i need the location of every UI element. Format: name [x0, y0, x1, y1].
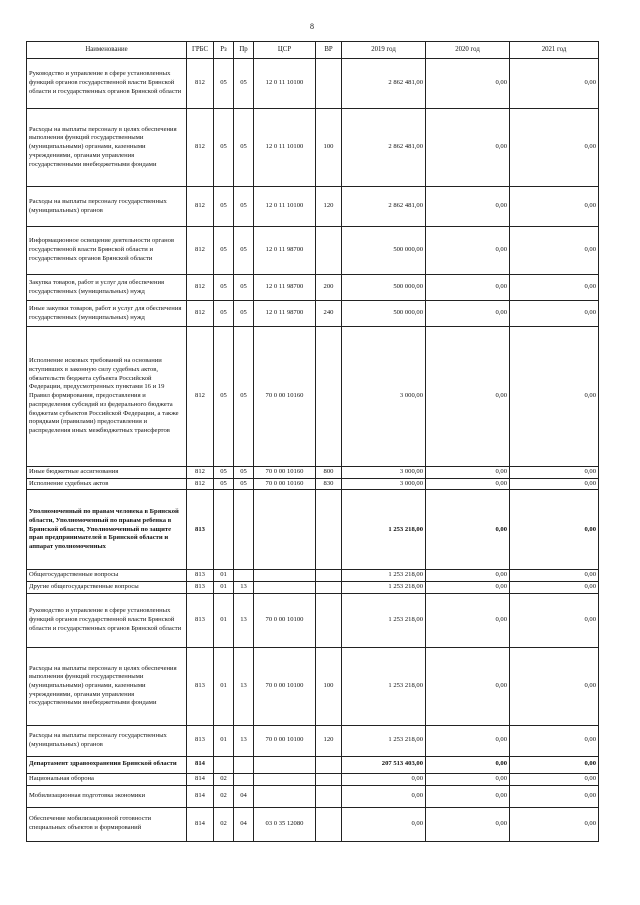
row-csr: 12 0 11 98700	[254, 227, 316, 275]
row-csr: 12 0 11 98700	[254, 275, 316, 301]
row-2019: 1 253 218,00	[342, 490, 426, 570]
row-2019: 500 000,00	[342, 275, 426, 301]
row-csr	[254, 490, 316, 570]
row-csr: 03 0 35 12080	[254, 807, 316, 841]
table-row	[27, 570, 599, 582]
row-2020: 0,00	[426, 301, 510, 327]
row-grbs: 812	[187, 478, 214, 490]
row-name: Исполнение судебных актов	[27, 478, 187, 490]
row-grbs: 812	[187, 327, 214, 467]
row-vr	[316, 490, 342, 570]
row-2021: 0,00	[510, 582, 599, 594]
table-row	[27, 756, 599, 773]
row-vr	[316, 227, 342, 275]
row-pr	[234, 570, 254, 582]
row-csr: 70 0 00 10160	[254, 478, 316, 490]
row-pr: 04	[234, 807, 254, 841]
row-2020: 0,00	[426, 227, 510, 275]
table-row	[27, 327, 599, 467]
row-name: Расходы на выплаты персоналу в целях обеспечения выполнения функций государственными (муниципальными) органами, казенными учреждениями, органами управления государственными внебюджетными фондами	[27, 647, 187, 725]
row-2020: 0,00	[426, 756, 510, 773]
row-pr: 05	[234, 478, 254, 490]
row-name: Национальная оборона	[27, 773, 187, 785]
header-2021: 2021 год	[510, 42, 599, 59]
row-vr	[316, 59, 342, 109]
header-grbs: ГРБС	[187, 42, 214, 59]
row-rz: 05	[214, 467, 234, 479]
row-name: Руководство и управление в сфере установленных функций органов государственной власти Брянской области и государственных органов Брянской области	[27, 593, 187, 647]
row-csr	[254, 582, 316, 594]
row-2020: 0,00	[426, 490, 510, 570]
row-2019: 207 513 403,00	[342, 756, 426, 773]
row-2021: 0,00	[510, 301, 599, 327]
row-grbs: 814	[187, 756, 214, 773]
row-name: Исполнение исковых требований на основании вступивших в законную силу судебных актов, обязательств бюджета субъекта Российской Федерации, предусмотренных пунктами 16 и 19 Правил формирования, предоставления и распределения субсидий из федерального бюджета бюджетам субъектов Российской Федерации, а также порядками (правилами) предоставления и распределения иных межбюджетных трансфертов	[27, 327, 187, 467]
table-row	[27, 647, 599, 725]
row-2021: 0,00	[510, 187, 599, 227]
row-2021: 0,00	[510, 773, 599, 785]
row-name: Иные закупки товаров, работ и услуг для обеспечения государственных (муниципальных) нужд	[27, 301, 187, 327]
row-2020: 0,00	[426, 785, 510, 807]
row-rz: 05	[214, 227, 234, 275]
table-header-row	[27, 42, 599, 59]
row-pr: 13	[234, 725, 254, 756]
row-grbs: 814	[187, 785, 214, 807]
table-row	[27, 227, 599, 275]
row-pr: 13	[234, 593, 254, 647]
row-vr: 120	[316, 187, 342, 227]
row-vr: 100	[316, 109, 342, 187]
row-grbs: 814	[187, 773, 214, 785]
row-csr: 70 0 00 10100	[254, 725, 316, 756]
header-2020: 2020 год	[426, 42, 510, 59]
row-2019: 3 000,00	[342, 467, 426, 479]
row-vr	[316, 807, 342, 841]
row-csr: 12 0 11 98700	[254, 301, 316, 327]
row-name: Департамент здравоохранения Брянской области	[27, 756, 187, 773]
row-rz: 05	[214, 275, 234, 301]
row-2019: 1 253 218,00	[342, 647, 426, 725]
row-name: Уполномоченный по правам человека в Брянской области, Уполномоченный по правам ребенка в Брянской области, Уполномоченный по защите прав предпринимателей в Брянской области и аппарат уполномоченных	[27, 490, 187, 570]
row-csr	[254, 756, 316, 773]
row-pr: 13	[234, 647, 254, 725]
header-vr: ВР	[316, 42, 342, 59]
row-pr: 05	[234, 301, 254, 327]
row-2020: 0,00	[426, 187, 510, 227]
row-2019: 3 000,00	[342, 327, 426, 467]
row-grbs: 813	[187, 490, 214, 570]
row-2021: 0,00	[510, 725, 599, 756]
row-2019: 1 253 218,00	[342, 725, 426, 756]
row-2021: 0,00	[510, 227, 599, 275]
row-pr: 05	[234, 109, 254, 187]
row-rz: 05	[214, 327, 234, 467]
table-row	[27, 275, 599, 301]
row-grbs: 813	[187, 647, 214, 725]
row-vr: 100	[316, 647, 342, 725]
row-name: Информационное освещение деятельности органов государственной власти Брянской области и государственных органов Брянской области	[27, 227, 187, 275]
row-rz: 05	[214, 187, 234, 227]
row-rz: 01	[214, 582, 234, 594]
row-rz: 05	[214, 478, 234, 490]
table-row	[27, 490, 599, 570]
table-row	[27, 582, 599, 594]
row-rz: 05	[214, 59, 234, 109]
row-2019: 2 862 481,00	[342, 59, 426, 109]
row-2019: 0,00	[342, 807, 426, 841]
row-2019: 1 253 218,00	[342, 582, 426, 594]
row-name: Иные бюджетные ассигнования	[27, 467, 187, 479]
row-2019: 500 000,00	[342, 301, 426, 327]
row-vr	[316, 785, 342, 807]
row-pr: 05	[234, 227, 254, 275]
row-csr: 70 0 00 10160	[254, 467, 316, 479]
row-2021: 0,00	[510, 647, 599, 725]
row-2021: 0,00	[510, 807, 599, 841]
row-2019: 0,00	[342, 773, 426, 785]
row-2021: 0,00	[510, 478, 599, 490]
row-2019: 2 862 481,00	[342, 109, 426, 187]
row-2021: 0,00	[510, 275, 599, 301]
row-name: Расходы на выплаты персоналу в целях обеспечения выполнения функций государственными (муниципальными) органами, казенными учреждениями, органами управления государственными внебюджетными фондами	[27, 109, 187, 187]
row-name: Закупка товаров, работ и услуг для обеспечения государственных (муниципальных) нужд	[27, 275, 187, 301]
row-csr: 12 0 11 10100	[254, 59, 316, 109]
row-2021: 0,00	[510, 59, 599, 109]
row-2020: 0,00	[426, 327, 510, 467]
row-rz: 05	[214, 301, 234, 327]
row-rz: 02	[214, 773, 234, 785]
row-csr	[254, 570, 316, 582]
row-pr: 13	[234, 582, 254, 594]
row-grbs: 812	[187, 59, 214, 109]
row-grbs: 813	[187, 725, 214, 756]
row-2021: 0,00	[510, 785, 599, 807]
row-grbs: 814	[187, 807, 214, 841]
row-vr	[316, 773, 342, 785]
row-2020: 0,00	[426, 275, 510, 301]
row-name: Другие общегосударственные вопросы	[27, 582, 187, 594]
row-2020: 0,00	[426, 807, 510, 841]
row-pr: 05	[234, 59, 254, 109]
row-grbs: 813	[187, 582, 214, 594]
row-csr: 70 0 00 10100	[254, 647, 316, 725]
row-vr: 120	[316, 725, 342, 756]
row-csr: 70 0 00 10100	[254, 593, 316, 647]
row-2020: 0,00	[426, 593, 510, 647]
row-vr	[316, 582, 342, 594]
row-rz: 01	[214, 725, 234, 756]
table-row	[27, 467, 599, 479]
row-2021: 0,00	[510, 490, 599, 570]
row-2019: 0,00	[342, 785, 426, 807]
row-vr: 800	[316, 467, 342, 479]
row-2021: 0,00	[510, 467, 599, 479]
row-2021: 0,00	[510, 593, 599, 647]
row-2020: 0,00	[426, 773, 510, 785]
row-2021: 0,00	[510, 327, 599, 467]
row-rz: 01	[214, 647, 234, 725]
row-rz	[214, 756, 234, 773]
row-grbs: 812	[187, 275, 214, 301]
table-row	[27, 785, 599, 807]
row-2019: 500 000,00	[342, 227, 426, 275]
row-rz: 05	[214, 109, 234, 187]
header-2019: 2019 год	[342, 42, 426, 59]
row-name: Мобилизационная подготовка экономики	[27, 785, 187, 807]
header-csr: ЦСР	[254, 42, 316, 59]
row-vr	[316, 756, 342, 773]
row-2020: 0,00	[426, 582, 510, 594]
row-2020: 0,00	[426, 478, 510, 490]
page-number: 8	[310, 22, 314, 31]
row-name: Обеспечение мобилизационной готовности специальных объектов и формирований	[27, 807, 187, 841]
row-csr: 12 0 11 10100	[254, 109, 316, 187]
row-2021: 0,00	[510, 756, 599, 773]
row-grbs: 812	[187, 467, 214, 479]
budget-table	[26, 41, 599, 842]
row-vr: 830	[316, 478, 342, 490]
header-rz: Рз	[214, 42, 234, 59]
table-row	[27, 593, 599, 647]
row-2020: 0,00	[426, 725, 510, 756]
table-row	[27, 59, 599, 109]
row-name: Расходы на выплаты персоналу государственных (муниципальных) органов	[27, 725, 187, 756]
row-2020: 0,00	[426, 467, 510, 479]
row-rz: 01	[214, 570, 234, 582]
row-name: Расходы на выплаты персоналу государственных (муниципальных) органов	[27, 187, 187, 227]
header-pr: Пр	[234, 42, 254, 59]
row-2019: 1 253 218,00	[342, 570, 426, 582]
row-pr: 05	[234, 327, 254, 467]
row-2021: 0,00	[510, 570, 599, 582]
row-2019: 1 253 218,00	[342, 593, 426, 647]
row-2019: 2 862 481,00	[342, 187, 426, 227]
table-row	[27, 807, 599, 841]
row-vr	[316, 570, 342, 582]
row-pr	[234, 490, 254, 570]
row-vr	[316, 327, 342, 467]
row-grbs: 812	[187, 301, 214, 327]
row-name: Руководство и управление в сфере установленных функций органов государственной власти Брянской области и государственных органов Брянской области	[27, 59, 187, 109]
row-grbs: 812	[187, 227, 214, 275]
row-2019: 3 000,00	[342, 478, 426, 490]
table-row	[27, 301, 599, 327]
row-pr: 04	[234, 785, 254, 807]
row-rz: 02	[214, 807, 234, 841]
row-2021: 0,00	[510, 109, 599, 187]
table-row	[27, 109, 599, 187]
row-2020: 0,00	[426, 647, 510, 725]
row-2020: 0,00	[426, 570, 510, 582]
row-rz	[214, 490, 234, 570]
row-vr: 200	[316, 275, 342, 301]
row-rz: 01	[214, 593, 234, 647]
row-pr: 05	[234, 467, 254, 479]
row-pr: 05	[234, 187, 254, 227]
row-pr	[234, 773, 254, 785]
row-grbs: 812	[187, 187, 214, 227]
row-csr	[254, 785, 316, 807]
row-pr	[234, 756, 254, 773]
row-pr: 05	[234, 275, 254, 301]
table-row	[27, 187, 599, 227]
row-grbs: 812	[187, 109, 214, 187]
row-vr: 240	[316, 301, 342, 327]
row-csr: 70 0 00 10160	[254, 327, 316, 467]
row-rz: 02	[214, 785, 234, 807]
row-grbs: 813	[187, 593, 214, 647]
row-2020: 0,00	[426, 109, 510, 187]
row-name: Общегосударственные вопросы	[27, 570, 187, 582]
table-row	[27, 773, 599, 785]
table-row	[27, 725, 599, 756]
header-name: Наименование	[27, 42, 187, 59]
row-vr	[316, 593, 342, 647]
row-2020: 0,00	[426, 59, 510, 109]
row-grbs: 813	[187, 570, 214, 582]
row-csr: 12 0 11 10100	[254, 187, 316, 227]
table-row	[27, 478, 599, 490]
row-csr	[254, 773, 316, 785]
